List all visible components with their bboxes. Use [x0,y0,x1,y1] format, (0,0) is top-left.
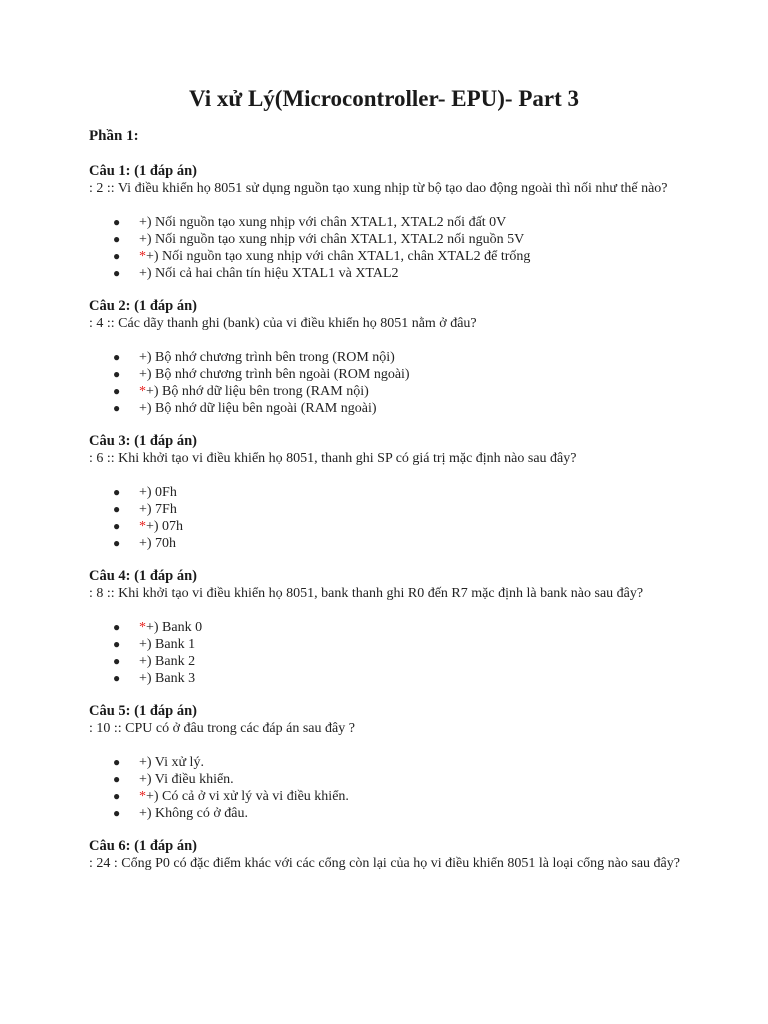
answer-text: +) Có cả ở vi xử lý và vi điều khiển. [146,789,349,804]
answer-text: +) Nối nguồn tạo xung nhịp với chân XTAL1, XTAL2 nối nguồn 5V [139,232,525,247]
answer-list [89,349,689,417]
part-label: Phần 1: [89,128,139,144]
answer-text: +) Nối cả hai chân tín hiệu XTAL1 và XTAL2 [139,266,399,281]
answer-list [89,214,689,282]
correct-mark: * [139,620,146,635]
answer-text: +) Nối nguồn tạo xung nhịp với chân XTAL1, XTAL2 nối đất 0V [139,215,507,230]
correct-mark: * [139,789,146,804]
answer-option [89,636,689,653]
answer-option [89,518,689,535]
answer-option [89,265,689,282]
correct-mark: * [139,519,146,534]
bullet-icon: ● [113,637,121,651]
question-6 [89,838,689,872]
answer-option [89,231,689,248]
bullet-icon: ● [113,232,121,246]
answer-text: +) Bộ nhớ chương trình bên trong (ROM nội) [139,350,395,365]
question-text: : 6 :: Khi khởi tạo vi điều khiển họ 8051, thanh ghi SP có giá trị mặc định nào sau đây? [89,451,577,466]
bullet-icon: ● [113,367,121,381]
answer-option [89,214,689,231]
question-heading: Câu 1: (1 đáp án) [89,163,197,179]
bullet-icon: ● [113,806,121,820]
answer-option [89,248,689,265]
question-text: : 10 :: CPU có ở đâu trong các đáp án sau đây ? [89,721,355,736]
document-title: Vi xử Lý(Microcontroller- EPU)- Part 3 [189,86,579,111]
question-text: : 4 :: Các dãy thanh ghi (bank) của vi điều khiển họ 8051 nằm ở đâu? [89,316,477,331]
bullet-icon: ● [113,215,121,229]
answer-option [89,771,689,788]
bullet-icon: ● [113,384,121,398]
bullet-icon: ● [113,789,121,803]
answer-option [89,653,689,670]
answer-text: +) 0Fh [139,485,177,500]
answer-option [89,349,689,366]
question-heading: Câu 2: (1 đáp án) [89,298,197,314]
answer-text: +) Bank 0 [146,620,203,635]
answer-option [89,788,689,805]
answer-option [89,619,689,636]
question-2 [89,298,689,417]
answer-text: +) Bộ nhớ dữ liệu bên ngoài (RAM ngoài) [139,401,377,416]
answer-text: +) Bank 1 [139,637,196,652]
bullet-icon: ● [113,620,121,634]
answer-text: +) Không có ở đâu. [139,806,248,821]
answer-list [89,619,689,687]
bullet-icon: ● [113,350,121,364]
answer-list [89,484,689,552]
bullet-icon: ● [113,755,121,769]
bullet-icon: ● [113,519,121,533]
answer-text: +) Bank 3 [139,671,196,686]
bullet-icon: ● [113,502,121,516]
answer-text: +) Bộ nhớ chương trình bên ngoài (ROM ngoài) [139,367,410,382]
answer-text: +) Vi điều khiển. [139,772,234,787]
bullet-icon: ● [113,485,121,499]
question-heading: Câu 3: (1 đáp án) [89,433,197,449]
correct-mark: * [139,249,146,264]
question-5 [89,703,689,822]
answer-option [89,805,689,822]
question-heading: Câu 6: (1 đáp án) [89,838,197,854]
answer-option [89,670,689,687]
question-1 [89,163,689,282]
question-4 [89,568,689,687]
answer-text: +) Bộ nhớ dữ liệu bên trong (RAM nội) [146,384,369,399]
bullet-icon: ● [113,654,121,668]
answer-text: +) 7Fh [139,502,177,517]
answer-option [89,501,689,518]
bullet-icon: ● [113,249,121,263]
answer-text: +) 70h [139,536,177,551]
answer-text: +) 07h [146,519,184,534]
question-text: : 2 :: Vi điều khiển họ 8051 sử dụng nguồn tạo xung nhịp từ bộ tạo dao động ngoài thì nối như thế nào? [89,181,668,196]
bullet-icon: ● [113,401,121,415]
answer-text: +) Bank 2 [139,654,196,669]
bullet-icon: ● [113,266,121,280]
question-heading: Câu 4: (1 đáp án) [89,568,197,584]
answer-option [89,400,689,417]
answer-text: +) Vi xử lý. [139,755,204,770]
question-text: : 24 : Cổng P0 có đặc điểm khác với các cổng còn lại của họ vi điều khiển 8051 là loại cổng nào sau đây? [89,856,680,871]
question-text: : 8 :: Khi khởi tạo vi điều khiển họ 8051, bank thanh ghi R0 đến R7 mặc định là bank nào sau đây? [89,586,644,601]
bullet-icon: ● [113,671,121,685]
answer-option [89,754,689,771]
answer-option [89,383,689,400]
question-heading: Câu 5: (1 đáp án) [89,703,197,719]
answer-text: +) Nối nguồn tạo xung nhịp với chân XTAL1, chân XTAL2 để trống [146,249,531,264]
bullet-icon: ● [113,772,121,786]
answer-option [89,366,689,383]
question-3 [89,433,689,552]
answer-option [89,484,689,501]
bullet-icon: ● [113,536,121,550]
answer-option [89,535,689,552]
answer-list [89,754,689,822]
question-list [89,163,689,889]
correct-mark: * [139,384,146,399]
